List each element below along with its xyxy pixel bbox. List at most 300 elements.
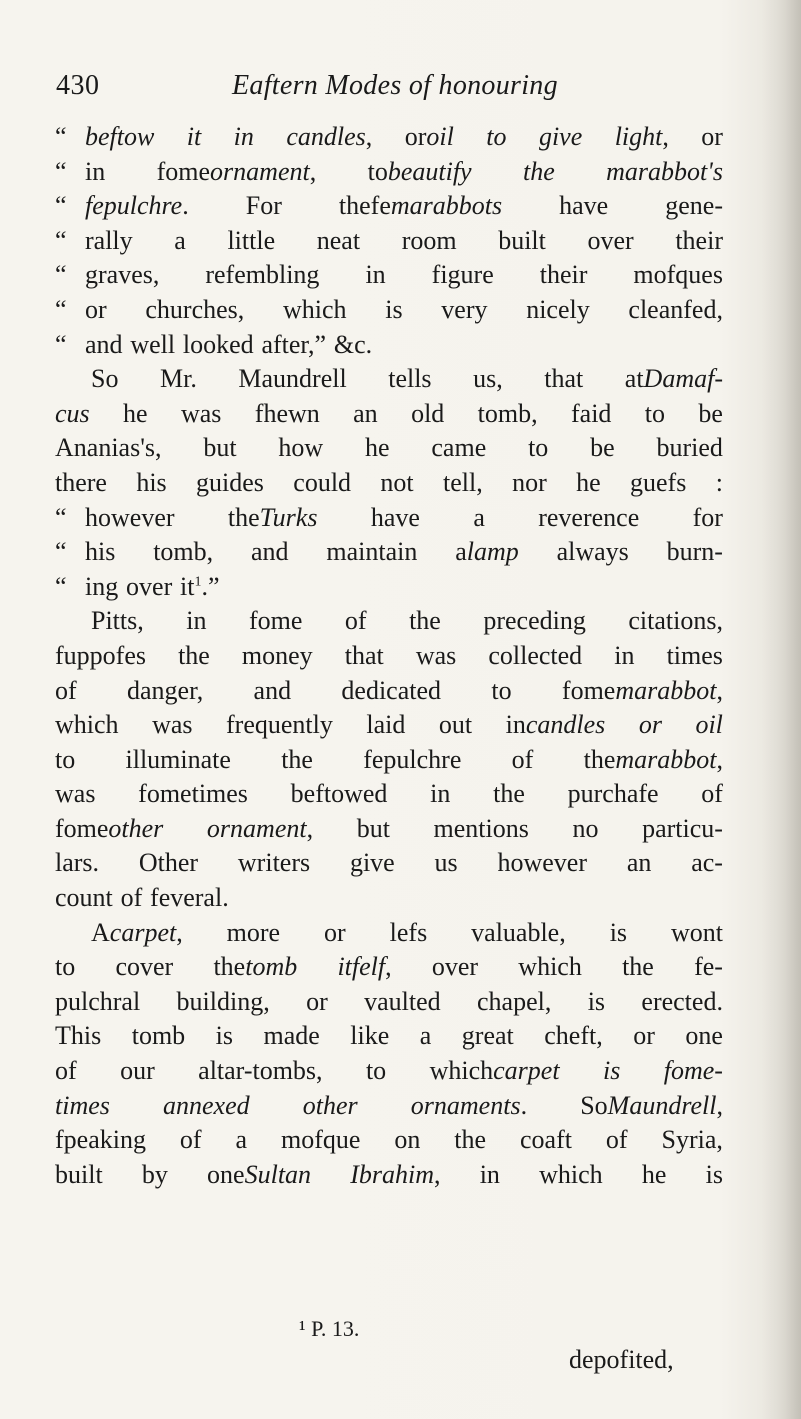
roman-text: ,	[176, 917, 183, 947]
word	[518, 950, 582, 985]
italic-text: to	[486, 122, 507, 151]
roman-text: after,”	[261, 329, 327, 359]
italic-text: lamp	[466, 537, 519, 567]
word	[85, 293, 107, 328]
roman-text: refembling	[205, 260, 320, 290]
roman-text: or	[324, 917, 346, 947]
word	[85, 155, 105, 190]
word	[281, 743, 313, 778]
roman-text: in	[505, 710, 526, 740]
roman-text: little	[227, 225, 276, 255]
roman-text: which	[282, 294, 347, 324]
word	[402, 224, 457, 259]
line-content	[85, 328, 723, 363]
roman-text: Mr.	[160, 364, 197, 394]
roman-text: of	[55, 675, 77, 705]
word	[55, 1089, 110, 1124]
word	[606, 1123, 628, 1158]
roman-text: always	[556, 537, 629, 567]
roman-text: preceding	[483, 606, 586, 636]
italic-text: Sultan	[244, 1159, 312, 1189]
word	[163, 1089, 250, 1124]
roman-text: a	[419, 1021, 432, 1051]
line-content	[85, 570, 723, 605]
word	[180, 1123, 202, 1158]
roman-text: guefs	[630, 467, 687, 497]
word	[627, 846, 652, 881]
roman-text: to	[55, 952, 76, 982]
roman-text: a	[455, 537, 467, 567]
roman-text: fpeaking	[55, 1125, 146, 1155]
line-content	[55, 743, 723, 778]
roman-text: This	[55, 1021, 102, 1051]
word	[120, 1054, 155, 1089]
word	[701, 777, 723, 812]
word	[630, 466, 686, 501]
italic-text: ornament	[210, 156, 310, 186]
text-line	[55, 812, 723, 847]
roman-text: reverence	[538, 502, 640, 532]
roman-text: their	[539, 260, 588, 290]
text-line	[55, 362, 723, 397]
italic-text: annexed	[163, 1090, 250, 1120]
roman-text: however	[85, 502, 175, 532]
word	[283, 293, 347, 328]
quote-mark: “	[55, 122, 67, 151]
roman-text: the	[281, 744, 313, 774]
italic-text: ornament	[206, 813, 307, 843]
roman-text: which	[55, 710, 119, 740]
roman-text: A	[91, 917, 110, 947]
italic-text: fepulchre	[85, 191, 183, 221]
word	[662, 1123, 723, 1158]
word	[55, 777, 95, 812]
roman-text: mofque	[281, 1125, 361, 1155]
text-line	[55, 1019, 723, 1054]
word	[641, 985, 723, 1020]
roman-text: building,	[176, 986, 270, 1016]
word	[55, 1054, 77, 1089]
roman-text: is	[215, 1021, 233, 1051]
italic-text: times	[55, 1090, 110, 1120]
line-content	[85, 189, 723, 224]
word	[480, 1158, 500, 1193]
roman-text: the	[213, 952, 246, 982]
roman-text: &c.	[333, 329, 373, 359]
roman-text: by	[141, 1159, 168, 1189]
word	[520, 1123, 572, 1158]
text-line	[55, 328, 723, 363]
roman-text: it	[180, 571, 195, 601]
line-content	[55, 1054, 723, 1089]
roman-text: our	[120, 1056, 155, 1086]
line-content	[55, 950, 723, 985]
word	[286, 120, 372, 155]
word	[183, 328, 254, 363]
roman-text: to	[644, 398, 666, 428]
word	[306, 985, 328, 1020]
roman-text: to	[367, 156, 388, 186]
word	[430, 1054, 560, 1089]
word	[432, 950, 478, 985]
roman-text: a	[235, 1125, 248, 1155]
word	[439, 708, 472, 743]
roman-text: on	[394, 1125, 421, 1155]
line-content	[85, 501, 723, 536]
roman-text: tells	[388, 364, 432, 394]
word	[291, 777, 388, 812]
word	[562, 674, 723, 709]
word	[478, 397, 538, 432]
roman-text: feveral.	[150, 883, 229, 913]
quote-mark: “	[55, 225, 67, 255]
word	[85, 328, 123, 363]
italic-text: itfelf	[337, 952, 386, 982]
quote-mark: “	[55, 191, 67, 221]
word	[281, 1123, 360, 1158]
word	[471, 916, 566, 951]
word	[491, 674, 511, 709]
word	[55, 674, 77, 709]
roman-text: laid	[366, 710, 406, 740]
word	[411, 1089, 527, 1124]
word	[486, 120, 506, 155]
word	[493, 777, 525, 812]
word	[701, 120, 723, 155]
word	[339, 189, 502, 224]
word	[512, 466, 547, 501]
word	[685, 1019, 723, 1054]
roman-text: times	[666, 640, 723, 670]
line-content	[85, 258, 723, 293]
word	[55, 846, 99, 881]
word	[694, 950, 723, 985]
page-edge-shadow	[761, 0, 801, 1419]
word	[55, 985, 140, 1020]
word	[455, 535, 519, 570]
italic-text: Maundrell	[607, 1090, 717, 1120]
roman-text: in	[85, 156, 106, 186]
roman-text: ,	[306, 813, 314, 843]
line-content	[55, 1019, 723, 1054]
footnote-marker: 1	[194, 574, 202, 590]
roman-text: great	[461, 1021, 514, 1051]
word	[203, 431, 236, 466]
roman-text: ,	[716, 1090, 723, 1120]
word	[228, 501, 318, 536]
line-content	[55, 777, 723, 812]
line-content	[85, 535, 723, 570]
text-line	[55, 985, 723, 1020]
word	[667, 535, 723, 570]
roman-text: citations,	[628, 606, 723, 636]
roman-text: .	[182, 191, 189, 221]
roman-text: how	[278, 433, 324, 463]
word	[234, 120, 254, 155]
roman-text: their	[675, 225, 723, 255]
roman-text: in	[614, 640, 635, 670]
word	[187, 120, 201, 155]
roman-text: very	[441, 294, 488, 324]
roman-text: buried	[656, 433, 723, 463]
roman-text: to	[528, 433, 549, 463]
roman-text: mofques	[633, 260, 723, 290]
roman-text: to	[365, 1056, 387, 1086]
word	[698, 397, 723, 432]
word	[127, 674, 203, 709]
running-head: Eaftern Modes of honouring	[232, 70, 558, 101]
roman-text: but	[203, 433, 237, 463]
word	[642, 1158, 667, 1193]
word	[160, 362, 197, 397]
word	[394, 1123, 420, 1158]
word	[365, 431, 390, 466]
word	[580, 1089, 723, 1124]
roman-text: fepulchre	[363, 744, 462, 774]
text-line	[55, 743, 723, 778]
roman-text: So	[580, 1090, 608, 1120]
word	[526, 293, 590, 328]
word	[693, 501, 723, 536]
roman-text: Other	[138, 848, 199, 878]
roman-text: vaulted	[364, 986, 441, 1016]
roman-text: of	[179, 1125, 202, 1155]
italic-text: marabbots	[390, 191, 503, 221]
roman-text: tomb	[131, 1021, 186, 1051]
word	[416, 639, 456, 674]
word	[181, 397, 221, 432]
roman-text: looked	[182, 329, 254, 359]
roman-text: the	[583, 744, 616, 774]
word	[431, 431, 486, 466]
word	[55, 743, 75, 778]
roman-text: the	[493, 779, 525, 809]
quote-mark: “	[55, 156, 67, 186]
word	[174, 224, 186, 259]
italic-text: Damaf-	[643, 364, 723, 394]
text-line	[55, 881, 723, 916]
roman-text: was	[415, 640, 457, 670]
word	[198, 1054, 322, 1089]
roman-text: or	[701, 122, 723, 151]
word	[544, 362, 583, 397]
roman-text: is	[705, 1159, 723, 1189]
italic-text: carpet	[493, 1056, 560, 1086]
word	[55, 1019, 101, 1054]
word	[645, 397, 665, 432]
line-content	[91, 362, 723, 397]
word	[633, 258, 723, 293]
roman-text: maintain	[326, 537, 418, 567]
word	[430, 777, 450, 812]
roman-text: cheft,	[544, 1021, 603, 1051]
italic-text: oil	[695, 710, 723, 740]
word	[706, 1158, 723, 1193]
quote-mark: “	[55, 502, 67, 532]
text-line	[55, 189, 723, 224]
word	[716, 466, 723, 501]
word	[153, 535, 213, 570]
italic-text: other	[302, 1090, 358, 1120]
word	[216, 1019, 233, 1054]
roman-text: that	[544, 364, 584, 394]
word	[85, 535, 115, 570]
roman-text: or	[306, 986, 328, 1016]
roman-text: over	[587, 225, 634, 255]
roman-text: fuppofes	[55, 640, 146, 670]
word	[207, 812, 313, 847]
roman-text: one	[207, 1159, 245, 1189]
text-line	[55, 466, 723, 501]
roman-text: fhewn	[254, 398, 320, 428]
text-line	[55, 1054, 723, 1089]
roman-text: which	[539, 1159, 603, 1189]
roman-text: the	[227, 502, 260, 532]
word	[85, 570, 118, 605]
word	[477, 985, 551, 1020]
word	[317, 224, 360, 259]
italic-text: ornaments	[410, 1090, 521, 1120]
roman-text: the	[178, 640, 210, 670]
line-content	[85, 120, 723, 155]
line-content	[55, 881, 723, 916]
roman-text: rally	[85, 225, 133, 255]
line-content	[55, 1089, 723, 1124]
page-number: 430	[56, 70, 100, 101]
roman-text: in	[186, 606, 207, 636]
word	[628, 293, 723, 328]
word	[615, 120, 669, 155]
roman-text: built	[55, 1159, 103, 1189]
word	[441, 293, 487, 328]
roman-text: ,	[716, 675, 723, 705]
roman-text: not	[380, 467, 414, 497]
word	[238, 846, 310, 881]
roman-text: fe-	[694, 952, 723, 982]
word	[150, 881, 229, 916]
roman-text: money	[241, 640, 313, 670]
roman-text: :	[715, 467, 723, 497]
word	[136, 466, 166, 501]
catchword: depofited,	[569, 1345, 674, 1374]
italic-text: or	[638, 710, 662, 740]
roman-text: Pitts,	[91, 606, 144, 636]
roman-text: an	[353, 398, 378, 428]
roman-text: that	[344, 640, 384, 670]
roman-text: he	[365, 433, 390, 463]
roman-text: to	[55, 744, 76, 774]
word	[523, 155, 555, 190]
roman-text: neat	[316, 225, 361, 255]
word	[236, 1123, 248, 1158]
text-line	[55, 604, 723, 639]
text-line	[55, 155, 723, 190]
roman-text: which	[518, 952, 582, 982]
word	[55, 812, 163, 847]
roman-text: his	[85, 537, 116, 567]
word	[610, 916, 627, 951]
word	[588, 985, 605, 1020]
roman-text: coaft	[520, 1125, 572, 1155]
line-content	[55, 466, 723, 501]
text-line	[55, 916, 723, 951]
roman-text: in	[479, 1159, 500, 1189]
roman-text: danger,	[127, 675, 204, 705]
word	[85, 501, 175, 536]
text-line	[55, 1158, 723, 1193]
roman-text: of	[344, 606, 367, 636]
word	[238, 362, 346, 397]
word	[85, 224, 133, 259]
roman-text: to	[491, 675, 512, 705]
text-line	[55, 639, 723, 674]
quote-mark: “	[55, 294, 67, 324]
italic-text: other	[108, 813, 164, 843]
word	[488, 639, 582, 674]
word	[420, 1019, 432, 1054]
roman-text: tomb,	[477, 398, 538, 428]
word	[55, 1123, 146, 1158]
roman-text: the	[622, 952, 654, 982]
roman-text: fometimes	[138, 779, 248, 809]
word	[588, 224, 634, 259]
word	[473, 362, 503, 397]
word	[625, 362, 723, 397]
roman-text: of	[55, 1056, 77, 1086]
line-content	[55, 674, 723, 709]
roman-text: came	[431, 433, 487, 463]
roman-text: a	[473, 502, 485, 532]
italic-text: marabbot	[615, 744, 717, 774]
roman-text: is	[385, 294, 403, 324]
roman-text: figure	[431, 260, 494, 290]
roman-text: collected	[488, 640, 583, 670]
roman-text: he	[576, 467, 601, 497]
word	[132, 1019, 185, 1054]
word	[251, 535, 289, 570]
word	[388, 362, 431, 397]
roman-text: .	[520, 1090, 528, 1120]
italic-text: marabbot's	[606, 156, 723, 186]
word	[497, 846, 587, 881]
roman-text: over	[431, 952, 479, 982]
word	[115, 950, 173, 985]
roman-text: like	[350, 1021, 390, 1051]
word	[357, 812, 390, 847]
roman-text: particu-	[642, 813, 723, 843]
word	[366, 708, 405, 743]
word	[642, 812, 723, 847]
word	[606, 155, 723, 190]
roman-text: ac-	[691, 848, 723, 878]
word	[55, 881, 113, 916]
text-line	[55, 258, 723, 293]
word	[186, 604, 206, 639]
roman-text: however	[497, 848, 587, 878]
italic-text: it	[186, 122, 202, 151]
word	[177, 985, 270, 1020]
line-content	[55, 812, 723, 847]
roman-text: Ananias's,	[55, 433, 162, 463]
roman-text: cover	[115, 952, 174, 982]
text-line	[55, 950, 723, 985]
italic-text: light	[614, 122, 663, 151]
word	[432, 258, 494, 293]
roman-text: Maundrell	[238, 364, 347, 394]
roman-text: ,	[434, 1159, 441, 1189]
roman-text: was	[152, 710, 193, 740]
italic-text: is	[602, 1056, 621, 1086]
